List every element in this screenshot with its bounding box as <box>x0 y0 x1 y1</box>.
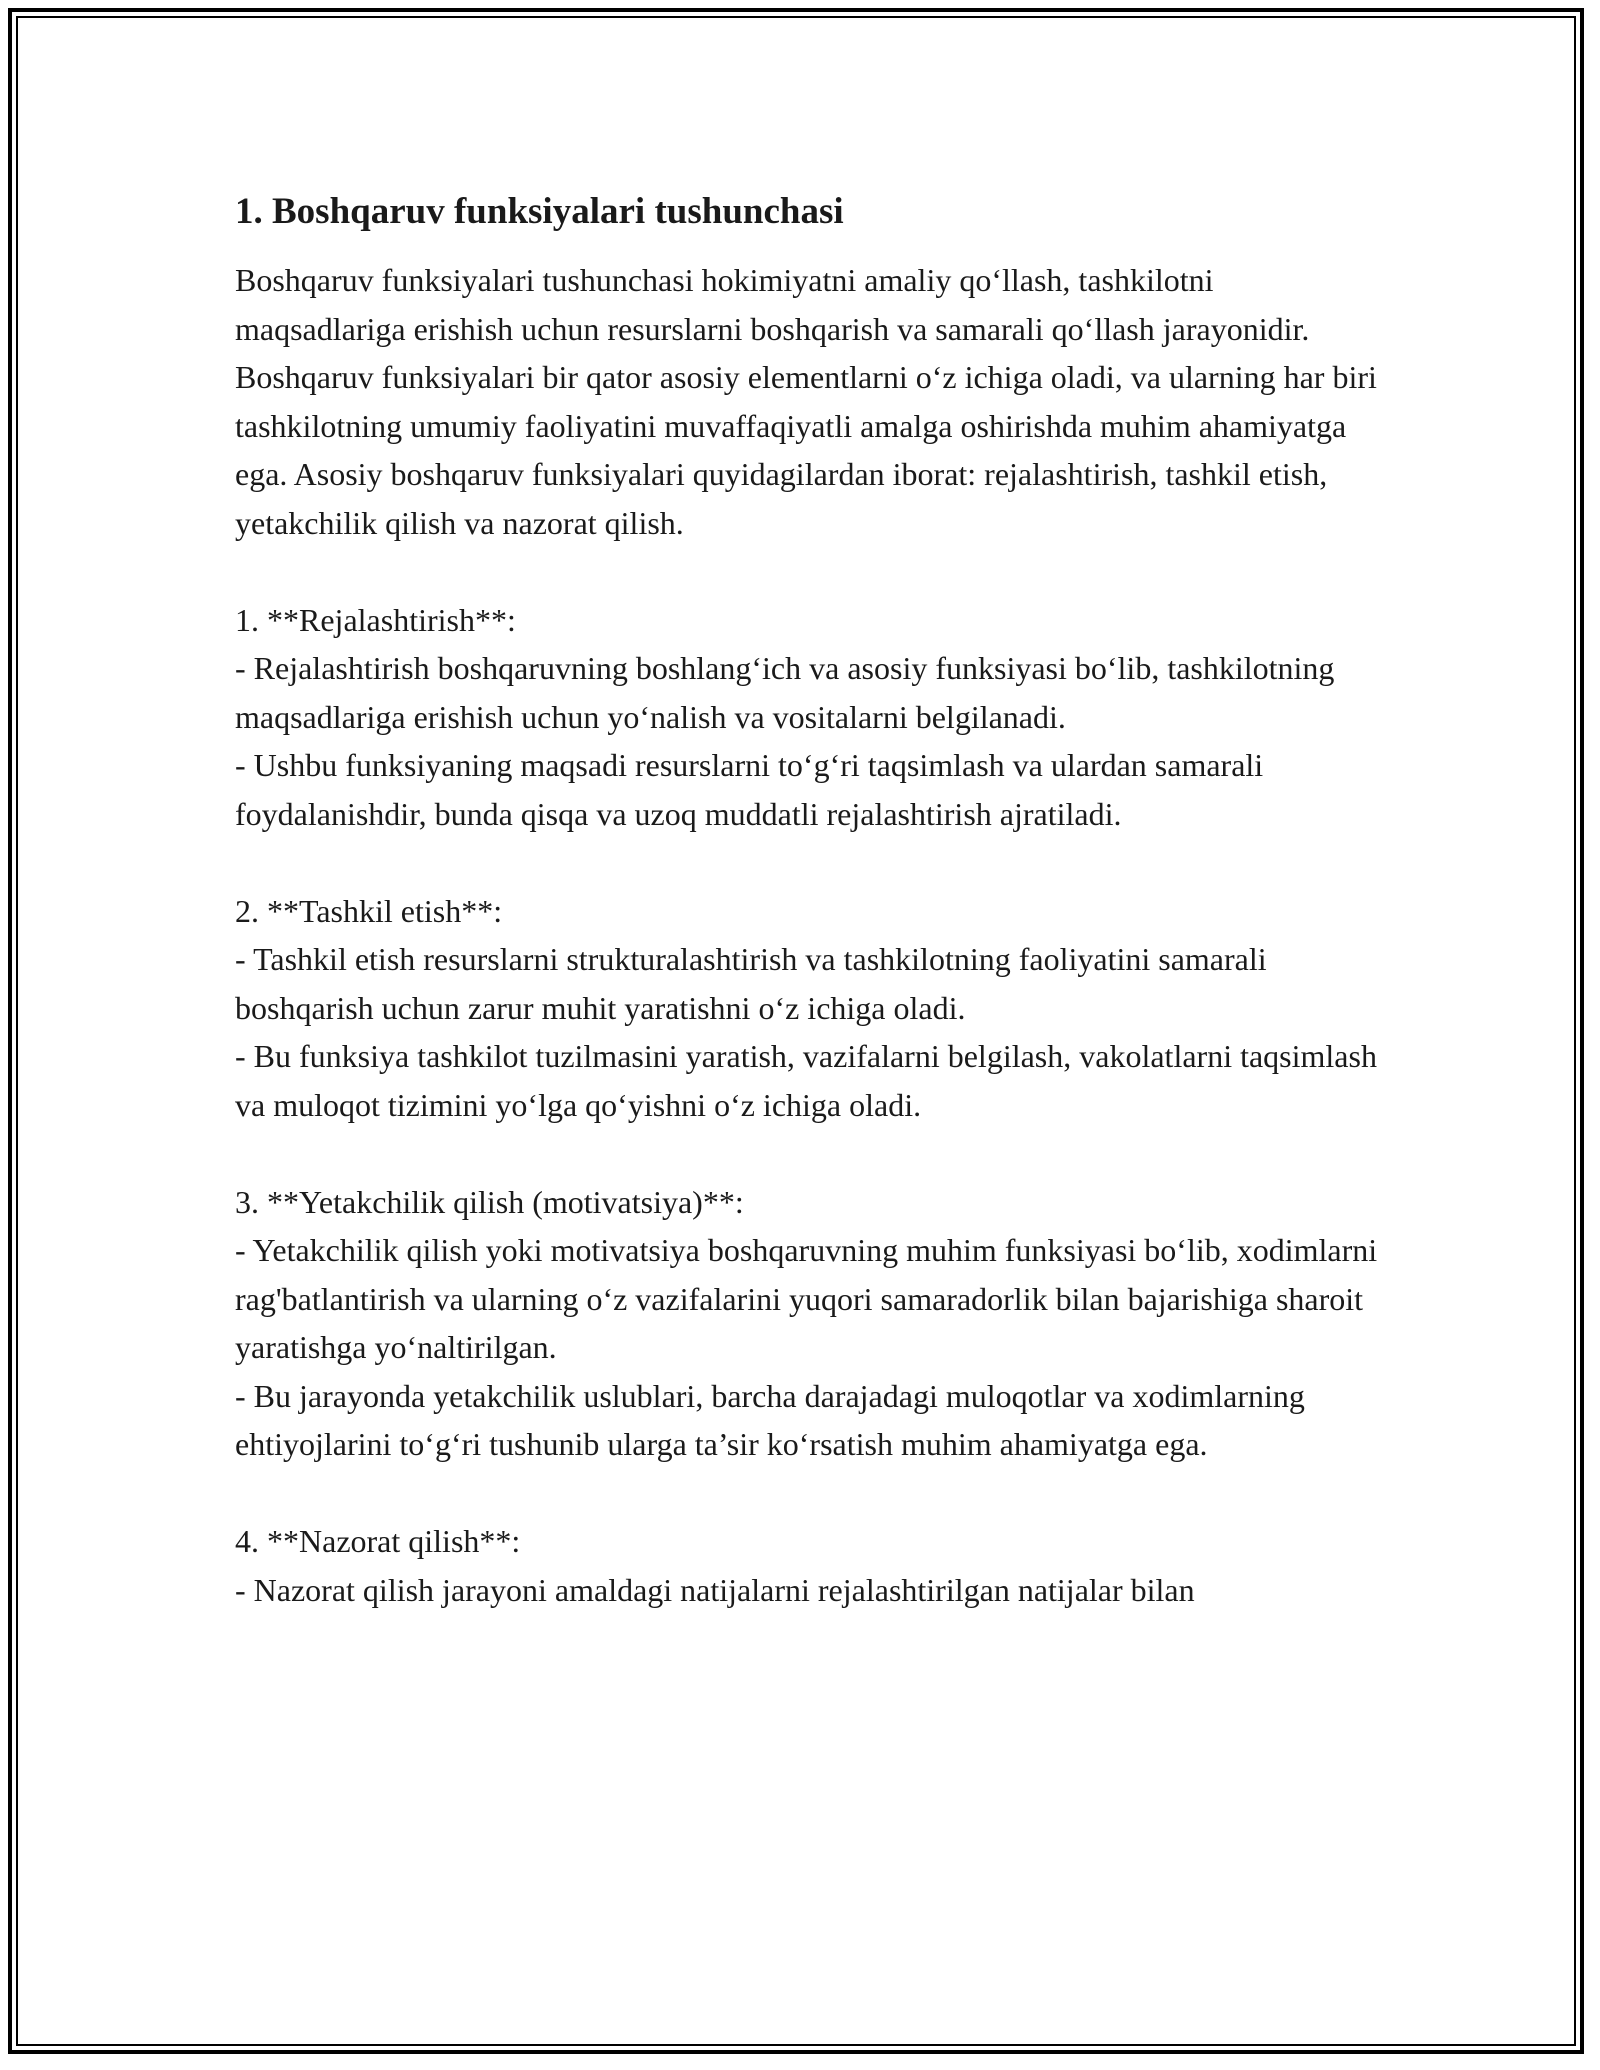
list-item-nazorat <box>235 1517 1385 1614</box>
list-item-title: 4. **Nazorat qilish**: <box>235 1523 521 1559</box>
list-item-title: 3. **Yetakchilik qilish (motivatsiya)**: <box>235 1183 744 1220</box>
list-item-bullet: - Yetakchilik qilish yoki motivatsiya boshqaruvning muhim funksiyasi bo‘lib, xodimlarni rag'batlantirish va ularning o‘z vazifalarini yuqori samaradorlik bilan bajarishiga sharoit yaratishga yo‘naltirilgan. <box>235 1232 1378 1365</box>
list-item-tashkil-etish <box>235 887 1385 1130</box>
list-item-bullet: - Tashkil etish resurslarni strukturalashtirish va tashkilotning faoliyatini samarali boshqarish uchun zarur muhit yaratishni o‘z ichiga oladi. <box>235 941 1267 1026</box>
list-item-bullet: - Bu funksiya tashkilot tuzilmasini yaratish, vazifalarni belgilash, vakolatlarni taqsimlash va muloqot tizimini yo‘lga qo‘yishni o‘z ichiga oladi. <box>235 1038 1377 1123</box>
intro-paragraph: Boshqaruv funksiyalari tushunchasi hokimiyatni amaliy qo‘llash, tashkilotni maqsadlariga erishish uchun resurslarni boshqarish va samarali qo‘llash jarayonidir. Boshqaruv funksiyalari bir qator asosiy elementlarni o‘z ichiga oladi, va ularning har biri tashkilotning umumiy faoliyatini muvaffaqiyatli amalga oshirishda muhim ahamiyatga ega. Asosiy boshqaruv funksiyalari quyidagilardan iborat: rejalashtirish, tashkil etish, yetakchilik qilish va nazorat qilish. <box>235 262 1377 541</box>
list-item-title: 2. **Tashkil etish**: <box>235 892 503 929</box>
list-item-rejalashtirish <box>235 596 1385 839</box>
list-item-bullet: - Nazorat qilish jarayoni amaldagi natijalarni rejalashtirilgan natijalar bilan <box>235 1571 1195 1608</box>
list-item-bullet: - Bu jarayonda yetakchilik uslublari, barcha darajadagi muloqotlar va xodimlarning ehtiyojlarini to‘g‘ri tushunib ularga ta’sir ko‘rsatish muhim ahamiyatga ega. <box>235 1377 1305 1462</box>
list-item-bullet: - Rejalashtirish boshqaruvning boshlang‘ich va asosiy funksiyasi bo‘lib, tashkilotning maqsadlariga erishish uchun yo‘nalish va vositalarni belgilanadi. <box>235 650 1335 735</box>
list-item-title: 1. **Rejalashtirish**: <box>235 601 516 638</box>
list-item-yetakchilik <box>235 1178 1385 1469</box>
blank-line <box>235 1129 1385 1178</box>
document-body <box>235 188 1385 1614</box>
section-heading: 1. Boshqaruv funksiyalari tushunchasi <box>235 191 844 232</box>
blank-line <box>235 838 1385 887</box>
blank-line <box>235 1469 1385 1518</box>
blank-line <box>235 547 1385 596</box>
list-item-bullet: - Ushbu funksiyaning maqsadi resurslarni to‘g‘ri taqsimlash va ulardan samarali foydalanishdir, bunda qisqa va uzoq muddatli rejalashtirish ajratiladi. <box>235 747 1264 832</box>
